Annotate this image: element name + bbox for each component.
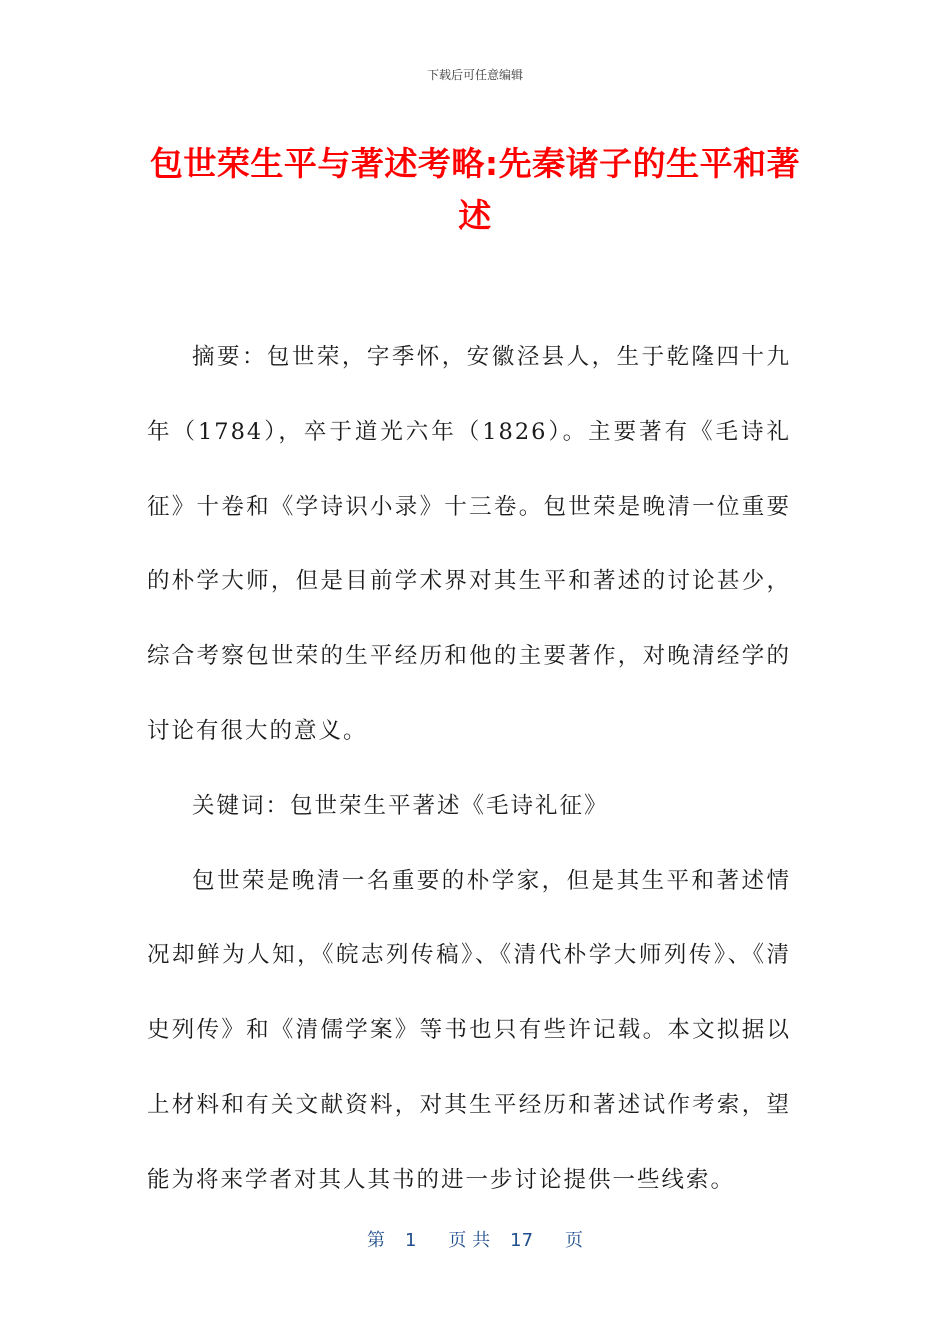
page-number-footer: [0, 1226, 950, 1252]
footer-suffix: 页: [565, 1230, 584, 1251]
footer-total-pages: 17: [510, 1230, 534, 1251]
document-title: 包世荣生平与著述考略:先秦诸子的生平和著述: [149, 144, 801, 235]
header-note: 下载后可任意编辑: [426, 68, 523, 82]
abstract-paragraph: 摘要：包世荣，字季怀，安徽泾县人，生于乾隆四十九年（1784），卒于道光六年（1826）。主要著有《毛诗礼征》十卷和《学诗识小录》十三卷。包世荣是晚清一位重要的朴学大师，但是目前学术界对其生平和著述的讨论甚少，综合考察包世荣的生平经历和他的主要著作，对晚清经学的讨论有很大的意义。: [147, 344, 791, 744]
footer-current-page: 1: [404, 1230, 417, 1251]
keywords-paragraph: 关键词：包世荣生平著述《毛诗礼征》: [192, 792, 609, 819]
intro-paragraph: 包世荣是晚清一名重要的朴学家，但是其生平和著述情况却鲜为人知，《皖志列传稿》、《清代朴学大师列传》、《清史列传》和《清儒学案》等书也只有些许记载。本文拟据以上材料和有关文献资料，对其生平经历和著述试作考索，望能为将来学者对其人其书的进一步讨论提供一些线索。: [147, 867, 791, 1193]
document-body: [147, 320, 791, 1218]
footer-prefix: 第: [366, 1230, 385, 1251]
footer-middle: 页 共: [448, 1230, 491, 1251]
